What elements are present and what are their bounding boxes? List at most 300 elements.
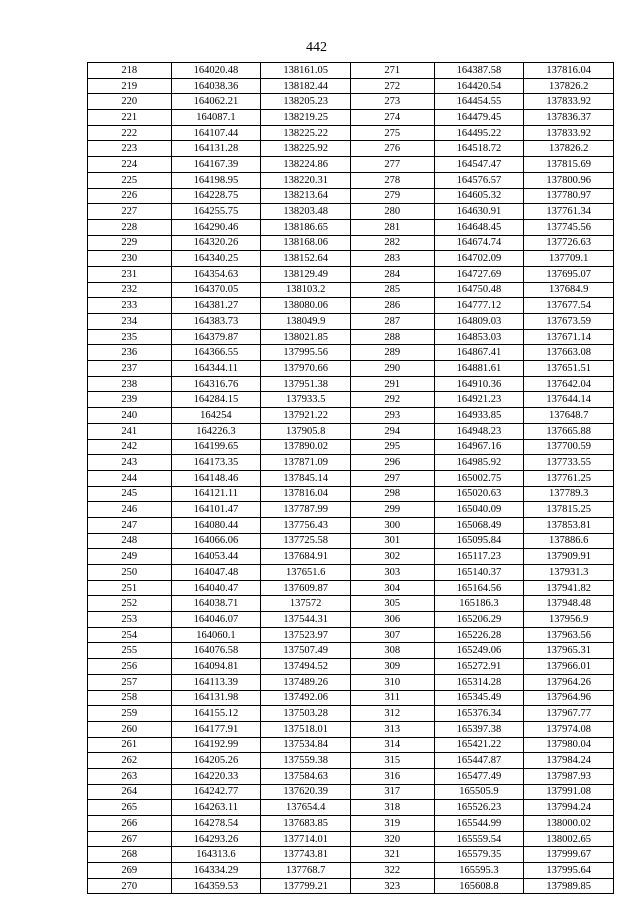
table-row: [88, 345, 614, 361]
table-row: [88, 784, 614, 800]
x-coordinate-cell: 164038.36: [171, 78, 261, 94]
point-number-cell: 262: [88, 753, 172, 769]
y-coordinate-cell: 137725.58: [261, 533, 351, 549]
table-row: [88, 439, 614, 455]
x-coordinate-cell: 164293.26: [171, 831, 261, 847]
y-coordinate-cell: 137853.81: [524, 517, 614, 533]
x-coordinate-cell: 164242.77: [171, 784, 261, 800]
point-number-cell: 228: [88, 219, 172, 235]
table-row: [88, 502, 614, 518]
y-coordinate-cell: 137534.84: [261, 737, 351, 753]
table-row: [88, 847, 614, 863]
point-number-cell: 313: [350, 721, 434, 737]
table-row: [88, 63, 614, 79]
y-coordinate-cell: 137886.6: [524, 533, 614, 549]
y-coordinate-cell: 137663.08: [524, 345, 614, 361]
point-number-cell: 296: [350, 455, 434, 471]
y-coordinate-cell: 138220.31: [261, 172, 351, 188]
y-coordinate-cell: 137815.25: [524, 502, 614, 518]
point-number-cell: 249: [88, 549, 172, 565]
point-number-cell: 264: [88, 784, 172, 800]
y-coordinate-cell: 138205.23: [261, 94, 351, 110]
point-number-cell: 229: [88, 235, 172, 251]
point-number-cell: 242: [88, 439, 172, 455]
point-number-cell: 234: [88, 314, 172, 330]
y-coordinate-cell: 137816.04: [261, 486, 351, 502]
x-coordinate-cell: 164605.32: [434, 188, 524, 204]
point-number-cell: 222: [88, 125, 172, 141]
table-row: [88, 188, 614, 204]
x-coordinate-cell: 164777.12: [434, 298, 524, 314]
table-row: [88, 392, 614, 408]
x-coordinate-cell: 165164.56: [434, 580, 524, 596]
x-coordinate-cell: 165595.3: [434, 863, 524, 879]
y-coordinate-cell: 137700.59: [524, 439, 614, 455]
x-coordinate-cell: 164038.71: [171, 596, 261, 612]
x-coordinate-cell: 165579.35: [434, 847, 524, 863]
table-row: [88, 376, 614, 392]
x-coordinate-cell: 165376.34: [434, 706, 524, 722]
point-number-cell: 251: [88, 580, 172, 596]
point-number-cell: 263: [88, 768, 172, 784]
x-coordinate-cell: 164366.55: [171, 345, 261, 361]
point-number-cell: 230: [88, 251, 172, 267]
y-coordinate-cell: 137989.85: [524, 878, 614, 894]
y-coordinate-cell: 137799.21: [261, 878, 351, 894]
point-number-cell: 247: [88, 517, 172, 533]
x-coordinate-cell: 164226.3: [171, 423, 261, 439]
x-coordinate-cell: 164985.92: [434, 455, 524, 471]
table-row: [88, 78, 614, 94]
coordinates-table: [87, 62, 614, 894]
x-coordinate-cell: 164198.95: [171, 172, 261, 188]
point-number-cell: 306: [350, 612, 434, 628]
y-coordinate-cell: 137507.49: [261, 643, 351, 659]
point-number-cell: 300: [350, 517, 434, 533]
point-number-cell: 232: [88, 282, 172, 298]
table-row: [88, 690, 614, 706]
x-coordinate-cell: 164381.27: [171, 298, 261, 314]
y-coordinate-cell: 137677.54: [524, 298, 614, 314]
y-coordinate-cell: 137951.38: [261, 376, 351, 392]
x-coordinate-cell: 164359.53: [171, 878, 261, 894]
point-number-cell: 233: [88, 298, 172, 314]
x-coordinate-cell: 164087.1: [171, 110, 261, 126]
x-coordinate-cell: 164313.6: [171, 847, 261, 863]
point-number-cell: 281: [350, 219, 434, 235]
point-number-cell: 224: [88, 157, 172, 173]
table-row: [88, 533, 614, 549]
y-coordinate-cell: 138103.2: [261, 282, 351, 298]
y-coordinate-cell: 137965.31: [524, 643, 614, 659]
y-coordinate-cell: 138049.9: [261, 314, 351, 330]
point-number-cell: 257: [88, 674, 172, 690]
y-coordinate-cell: 138000.02: [524, 816, 614, 832]
point-number-cell: 299: [350, 502, 434, 518]
y-coordinate-cell: 137684.91: [261, 549, 351, 565]
y-coordinate-cell: 137684.9: [524, 282, 614, 298]
x-coordinate-cell: 165206.29: [434, 612, 524, 628]
y-coordinate-cell: 137995.64: [524, 863, 614, 879]
x-coordinate-cell: 164131.98: [171, 690, 261, 706]
y-coordinate-cell: 137671.14: [524, 329, 614, 345]
x-coordinate-cell: 164290.46: [171, 219, 261, 235]
x-coordinate-cell: 164177.91: [171, 721, 261, 737]
point-number-cell: 250: [88, 565, 172, 581]
table-row: [88, 565, 614, 581]
y-coordinate-cell: 138182.44: [261, 78, 351, 94]
point-number-cell: 278: [350, 172, 434, 188]
x-coordinate-cell: 164454.55: [434, 94, 524, 110]
x-coordinate-cell: 165040.09: [434, 502, 524, 518]
x-coordinate-cell: 164853.03: [434, 329, 524, 345]
x-coordinate-cell: 165095.84: [434, 533, 524, 549]
point-number-cell: 219: [88, 78, 172, 94]
point-number-cell: 284: [350, 266, 434, 282]
point-number-cell: 243: [88, 455, 172, 471]
y-coordinate-cell: 137871.09: [261, 455, 351, 471]
x-coordinate-cell: 164047.48: [171, 565, 261, 581]
point-number-cell: 312: [350, 706, 434, 722]
y-coordinate-cell: 137492.06: [261, 690, 351, 706]
y-coordinate-cell: 137644.14: [524, 392, 614, 408]
y-coordinate-cell: 137905.8: [261, 423, 351, 439]
y-coordinate-cell: 137489.26: [261, 674, 351, 690]
point-number-cell: 321: [350, 847, 434, 863]
y-coordinate-cell: 137948.48: [524, 596, 614, 612]
point-number-cell: 286: [350, 298, 434, 314]
point-number-cell: 309: [350, 659, 434, 675]
x-coordinate-cell: 164379.87: [171, 329, 261, 345]
y-coordinate-cell: 137956.9: [524, 612, 614, 628]
point-number-cell: 218: [88, 63, 172, 79]
page-number: 442: [306, 40, 327, 55]
x-coordinate-cell: 164107.44: [171, 125, 261, 141]
y-coordinate-cell: 137609.87: [261, 580, 351, 596]
y-coordinate-cell: 137921.22: [261, 408, 351, 424]
point-number-cell: 220: [88, 94, 172, 110]
table-row: [88, 298, 614, 314]
point-number-cell: 288: [350, 329, 434, 345]
x-coordinate-cell: 164674.74: [434, 235, 524, 251]
point-number-cell: 308: [350, 643, 434, 659]
table-row: [88, 706, 614, 722]
y-coordinate-cell: 137815.69: [524, 157, 614, 173]
point-number-cell: 272: [350, 78, 434, 94]
y-coordinate-cell: 137963.56: [524, 627, 614, 643]
point-number-cell: 305: [350, 596, 434, 612]
point-number-cell: 317: [350, 784, 434, 800]
y-coordinate-cell: 137964.26: [524, 674, 614, 690]
y-coordinate-cell: 137584.63: [261, 768, 351, 784]
table-row: [88, 580, 614, 596]
x-coordinate-cell: 165068.49: [434, 517, 524, 533]
point-number-cell: 301: [350, 533, 434, 549]
point-number-cell: 221: [88, 110, 172, 126]
table-row: [88, 721, 614, 737]
x-coordinate-cell: 164254: [171, 408, 261, 424]
x-coordinate-cell: 164334.29: [171, 863, 261, 879]
x-coordinate-cell: 164121.11: [171, 486, 261, 502]
x-coordinate-cell: 165447.87: [434, 753, 524, 769]
point-number-cell: 255: [88, 643, 172, 659]
y-coordinate-cell: 138002.65: [524, 831, 614, 847]
x-coordinate-cell: 165345.49: [434, 690, 524, 706]
x-coordinate-cell: 164284.15: [171, 392, 261, 408]
x-coordinate-cell: 164113.39: [171, 674, 261, 690]
point-number-cell: 283: [350, 251, 434, 267]
y-coordinate-cell: 137726.63: [524, 235, 614, 251]
x-coordinate-cell: 164387.58: [434, 63, 524, 79]
y-coordinate-cell: 137980.04: [524, 737, 614, 753]
point-number-cell: 289: [350, 345, 434, 361]
table-row: [88, 517, 614, 533]
table-row: [88, 455, 614, 471]
point-number-cell: 303: [350, 565, 434, 581]
y-coordinate-cell: 137503.28: [261, 706, 351, 722]
y-coordinate-cell: 137845.14: [261, 470, 351, 486]
point-number-cell: 285: [350, 282, 434, 298]
x-coordinate-cell: 165477.49: [434, 768, 524, 784]
y-coordinate-cell: 137709.1: [524, 251, 614, 267]
table-row: [88, 408, 614, 424]
y-coordinate-cell: 137761.34: [524, 204, 614, 220]
table-row: [88, 596, 614, 612]
y-coordinate-cell: 137518.01: [261, 721, 351, 737]
table-row: [88, 659, 614, 675]
y-coordinate-cell: 138219.25: [261, 110, 351, 126]
point-number-cell: 280: [350, 204, 434, 220]
y-coordinate-cell: 138224.86: [261, 157, 351, 173]
x-coordinate-cell: 164020.48: [171, 63, 261, 79]
x-coordinate-cell: 165140.37: [434, 565, 524, 581]
table-row: [88, 627, 614, 643]
y-coordinate-cell: 138161.05: [261, 63, 351, 79]
x-coordinate-cell: 164867.41: [434, 345, 524, 361]
table-row: [88, 172, 614, 188]
x-coordinate-cell: 165226.28: [434, 627, 524, 643]
table-row: [88, 612, 614, 628]
x-coordinate-cell: 164173.35: [171, 455, 261, 471]
y-coordinate-cell: 137966.01: [524, 659, 614, 675]
x-coordinate-cell: 165505.9: [434, 784, 524, 800]
point-number-cell: 227: [88, 204, 172, 220]
point-number-cell: 318: [350, 800, 434, 816]
point-number-cell: 274: [350, 110, 434, 126]
x-coordinate-cell: 164344.11: [171, 361, 261, 377]
y-coordinate-cell: 137999.67: [524, 847, 614, 863]
y-coordinate-cell: 137941.82: [524, 580, 614, 596]
point-number-cell: 291: [350, 376, 434, 392]
point-number-cell: 307: [350, 627, 434, 643]
x-coordinate-cell: 164354.63: [171, 266, 261, 282]
x-coordinate-cell: 164066.06: [171, 533, 261, 549]
table-row: [88, 486, 614, 502]
point-number-cell: 315: [350, 753, 434, 769]
point-number-cell: 256: [88, 659, 172, 675]
point-number-cell: 254: [88, 627, 172, 643]
y-coordinate-cell: 138021.85: [261, 329, 351, 345]
y-coordinate-cell: 137991.08: [524, 784, 614, 800]
table-row: [88, 816, 614, 832]
y-coordinate-cell: 138186.65: [261, 219, 351, 235]
point-number-cell: 290: [350, 361, 434, 377]
table-row: [88, 125, 614, 141]
point-number-cell: 311: [350, 690, 434, 706]
table-row: [88, 141, 614, 157]
point-number-cell: 241: [88, 423, 172, 439]
x-coordinate-cell: 165397.38: [434, 721, 524, 737]
point-number-cell: 270: [88, 878, 172, 894]
y-coordinate-cell: 137964.96: [524, 690, 614, 706]
point-number-cell: 277: [350, 157, 434, 173]
point-number-cell: 244: [88, 470, 172, 486]
y-coordinate-cell: 137665.88: [524, 423, 614, 439]
y-coordinate-cell: 138225.92: [261, 141, 351, 157]
point-number-cell: 314: [350, 737, 434, 753]
y-coordinate-cell: 137494.52: [261, 659, 351, 675]
point-number-cell: 236: [88, 345, 172, 361]
table-row: [88, 282, 614, 298]
point-number-cell: 316: [350, 768, 434, 784]
y-coordinate-cell: 137654.4: [261, 800, 351, 816]
table-row: [88, 674, 614, 690]
y-coordinate-cell: 137836.37: [524, 110, 614, 126]
x-coordinate-cell: 164053.44: [171, 549, 261, 565]
x-coordinate-cell: 164101.47: [171, 502, 261, 518]
point-number-cell: 269: [88, 863, 172, 879]
point-number-cell: 292: [350, 392, 434, 408]
point-number-cell: 279: [350, 188, 434, 204]
table-row: [88, 549, 614, 565]
point-number-cell: 248: [88, 533, 172, 549]
table-row: [88, 831, 614, 847]
x-coordinate-cell: 164921.23: [434, 392, 524, 408]
y-coordinate-cell: 137620.39: [261, 784, 351, 800]
point-number-cell: 322: [350, 863, 434, 879]
point-number-cell: 261: [88, 737, 172, 753]
point-number-cell: 252: [88, 596, 172, 612]
table-row: [88, 878, 614, 894]
x-coordinate-cell: 164320.26: [171, 235, 261, 251]
y-coordinate-cell: 137651.6: [261, 565, 351, 581]
table-row: [88, 863, 614, 879]
y-coordinate-cell: 137987.93: [524, 768, 614, 784]
x-coordinate-cell: 164881.61: [434, 361, 524, 377]
x-coordinate-cell: 164060.1: [171, 627, 261, 643]
y-coordinate-cell: 137651.51: [524, 361, 614, 377]
table-row: [88, 235, 614, 251]
table-row: [88, 110, 614, 126]
y-coordinate-cell: 137931.3: [524, 565, 614, 581]
point-number-cell: 304: [350, 580, 434, 596]
x-coordinate-cell: 165186.3: [434, 596, 524, 612]
y-coordinate-cell: 137523.97: [261, 627, 351, 643]
point-number-cell: 294: [350, 423, 434, 439]
table-row: [88, 768, 614, 784]
x-coordinate-cell: 164316.76: [171, 376, 261, 392]
x-coordinate-cell: 164340.25: [171, 251, 261, 267]
x-coordinate-cell: 165421.22: [434, 737, 524, 753]
x-coordinate-cell: 164727.69: [434, 266, 524, 282]
y-coordinate-cell: 137967.77: [524, 706, 614, 722]
point-number-cell: 260: [88, 721, 172, 737]
y-coordinate-cell: 137984.24: [524, 753, 614, 769]
y-coordinate-cell: 138168.06: [261, 235, 351, 251]
x-coordinate-cell: 164080.44: [171, 517, 261, 533]
point-number-cell: 253: [88, 612, 172, 628]
point-number-cell: 273: [350, 94, 434, 110]
y-coordinate-cell: 138129.49: [261, 266, 351, 282]
x-coordinate-cell: 164155.12: [171, 706, 261, 722]
y-coordinate-cell: 138152.64: [261, 251, 351, 267]
point-number-cell: 259: [88, 706, 172, 722]
x-coordinate-cell: 164046.07: [171, 612, 261, 628]
point-number-cell: 239: [88, 392, 172, 408]
point-number-cell: 302: [350, 549, 434, 565]
x-coordinate-cell: 164910.36: [434, 376, 524, 392]
table-row: [88, 94, 614, 110]
point-number-cell: 297: [350, 470, 434, 486]
point-number-cell: 310: [350, 674, 434, 690]
table-row: [88, 251, 614, 267]
y-coordinate-cell: 137787.99: [261, 502, 351, 518]
x-coordinate-cell: 164479.45: [434, 110, 524, 126]
y-coordinate-cell: 138203.48: [261, 204, 351, 220]
point-number-cell: 295: [350, 439, 434, 455]
point-number-cell: 266: [88, 816, 172, 832]
table-row: [88, 753, 614, 769]
x-coordinate-cell: 164648.45: [434, 219, 524, 235]
x-coordinate-cell: 164420.54: [434, 78, 524, 94]
x-coordinate-cell: 164255.75: [171, 204, 261, 220]
y-coordinate-cell: 137673.59: [524, 314, 614, 330]
x-coordinate-cell: 164148.46: [171, 470, 261, 486]
y-coordinate-cell: 137933.5: [261, 392, 351, 408]
y-coordinate-cell: 137683.85: [261, 816, 351, 832]
point-number-cell: 282: [350, 235, 434, 251]
table-row: [88, 157, 614, 173]
table-row: [88, 329, 614, 345]
x-coordinate-cell: 164040.47: [171, 580, 261, 596]
y-coordinate-cell: 137761.25: [524, 470, 614, 486]
x-coordinate-cell: 164167.39: [171, 157, 261, 173]
x-coordinate-cell: 164278.54: [171, 816, 261, 832]
x-coordinate-cell: 165526.23: [434, 800, 524, 816]
table-row: [88, 800, 614, 816]
point-number-cell: 320: [350, 831, 434, 847]
x-coordinate-cell: 164383.73: [171, 314, 261, 330]
table-row: [88, 643, 614, 659]
y-coordinate-cell: 138080.06: [261, 298, 351, 314]
point-number-cell: 245: [88, 486, 172, 502]
x-coordinate-cell: 164094.81: [171, 659, 261, 675]
x-coordinate-cell: 164370.05: [171, 282, 261, 298]
point-number-cell: 231: [88, 266, 172, 282]
x-coordinate-cell: 165020.63: [434, 486, 524, 502]
x-coordinate-cell: 165272.91: [434, 659, 524, 675]
x-coordinate-cell: 164205.26: [171, 753, 261, 769]
y-coordinate-cell: 137816.04: [524, 63, 614, 79]
point-number-cell: 238: [88, 376, 172, 392]
table-row: [88, 423, 614, 439]
x-coordinate-cell: 164547.47: [434, 157, 524, 173]
y-coordinate-cell: 137756.43: [261, 517, 351, 533]
y-coordinate-cell: 137826.2: [524, 78, 614, 94]
y-coordinate-cell: 137833.92: [524, 94, 614, 110]
x-coordinate-cell: 164576.57: [434, 172, 524, 188]
point-number-cell: 275: [350, 125, 434, 141]
